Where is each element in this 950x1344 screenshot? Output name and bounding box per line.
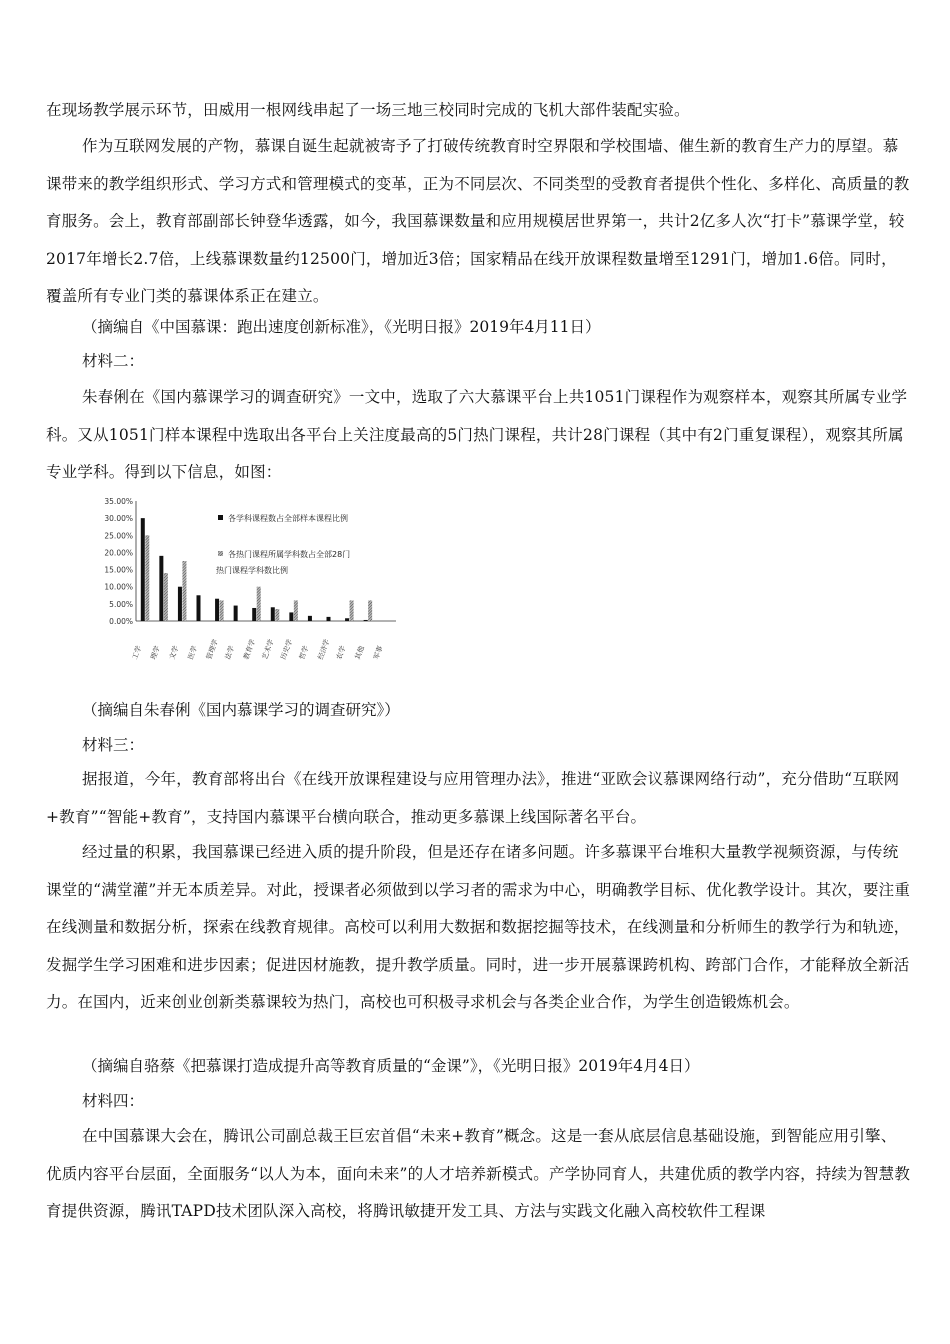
source-citation-1: （摘编自《中国慕课：跑出速度创新标准》，《光明日报》2019年4月11日）	[82, 318, 601, 336]
material-four-label: 材料四：	[82, 1092, 145, 1110]
y-tick-label: 25.00%	[104, 531, 133, 541]
bar-all-courses	[252, 608, 256, 621]
x-tick-label: 历史学	[279, 638, 295, 661]
bar-hot-courses	[350, 600, 354, 621]
bar-all-courses	[178, 587, 182, 621]
bar-all-courses	[215, 599, 219, 621]
y-tick-label: 35.00%	[104, 497, 133, 506]
y-tick-label: 20.00%	[104, 548, 133, 558]
bar-all-courses	[159, 556, 163, 621]
report-paragraph: 据报道，今年，教育部将出台《在线开放课程建设与应用管理办法》，推进“亚欧会议慕课网络行动”，充分借助“互联网+教育”“智能+教育”，支持国内慕课平台横向联合，推动更多慕课上线国际著名平台。	[46, 770, 900, 826]
y-tick-label: 30.00%	[104, 514, 133, 524]
zhu-paragraph: 朱春俐在《国内慕课学习的调查研究》一文中，选取了六大慕课平台上共1051门课程作为观察样本，观察其所属专业学科。又从1051门样本课程中选取出各平台上关注度最高的5门热门课程，共计28门课程（其中有2门重复课程），观察其所属专业学科。得到以下信息，如图：	[46, 388, 908, 481]
bar-all-courses	[308, 616, 312, 621]
x-tick-label: 工学	[130, 644, 144, 661]
bar-hot-courses	[257, 587, 261, 621]
x-tick-label: 管理学	[205, 638, 220, 661]
legend-label-hot-courses-line2: 热门课程学科数比例	[216, 566, 288, 575]
y-tick-label: 0.00%	[109, 617, 133, 626]
y-tick-label: 15.00%	[104, 565, 133, 575]
legend-label-all-courses: 各学科课程数占全部样本课程比例	[228, 514, 348, 523]
bar-all-courses	[234, 606, 238, 621]
x-tick-label: 医学	[186, 644, 199, 661]
x-tick-label: 军事	[372, 644, 385, 661]
bar-hot-courses	[182, 561, 186, 621]
subject-ratio-bar-chart	[96, 493, 416, 678]
x-tick-label: 农学	[335, 644, 348, 661]
x-tick-label: 其他	[353, 644, 367, 661]
x-tick-label: 法学	[223, 644, 237, 661]
bar-hot-courses	[368, 600, 372, 621]
y-tick-label: 5.00%	[109, 599, 133, 609]
bar-all-courses	[364, 620, 368, 621]
bar-hot-courses	[294, 600, 298, 621]
x-tick-label: 经济学	[316, 638, 332, 661]
bar-all-courses	[271, 607, 275, 621]
bar-all-courses	[141, 518, 145, 621]
bar-hot-courses	[164, 573, 168, 621]
legend-swatch-hot-courses	[218, 551, 223, 556]
x-tick-label: 教育学	[242, 638, 257, 661]
bar-hot-courses	[220, 600, 224, 621]
bar-hot-courses	[275, 609, 279, 621]
mooc-paragraph: 作为互联网发展的产物，慕课自诞生起就被寄予了打破传统教育时空界限和学校围墙、催生新的教育生产力的厚望。慕课带来的教学组织形式、学习方式和管理模式的变革，正为不同层次、不同类型的受教育者提供个性化、多样化、高质量的教育服务。会上，教育部副部长钟登华透露，如今，我国慕课数量和应用规模居世界第一，共计2亿多人次“打卡”慕课学堂，较2017年增长2.7倍，上线慕课数量约12500门，增加近3倍；国家精品在线开放课程数量增至1291门，增加1.6倍。同时，覆盖所有专业门类的慕课体系正在建立。	[46, 137, 910, 305]
material-three-label: 材料三：	[82, 736, 145, 754]
y-tick-label: 10.00%	[104, 582, 133, 592]
x-tick-label: 艺术学	[260, 638, 276, 661]
intro-paragraph: 在现场教学展示环节，田威用一根网线串起了一场三地三校同时完成的飞机大部件装配实验。	[46, 101, 690, 119]
material-two-label: 材料二：	[82, 352, 145, 370]
bar-all-courses	[289, 612, 293, 621]
legend-label-hot-courses-line1: 各热门课程所属学科数占全部28门	[228, 550, 351, 559]
x-tick-label: 哲学	[297, 644, 311, 661]
bar-hot-courses	[145, 535, 149, 621]
source-citation-2: （摘编自朱春俐《国内慕课学习的调查研究》）	[82, 701, 400, 719]
quality-paragraph: 经过量的积累，我国慕课已经进入质的提升阶段，但是还存在诸多问题。许多慕课平台堆积大量教学视频资源，与传统课堂的“满堂灌”并无本质差异。对此，授课者必须做到以学习者的需求为中心，明确教学目标、优化教学设计。其次，要注重在线测量和数据分析，探索在线教育规律。高校可以利用大数据和数据挖掘等技术，在线测量和分析师生的教学行为和轨迹，发掘学生学习困难和进步因素；促进因材施教，提升教学质量。同时，进一步开展慕课跨机构、跨部门合作，才能释放全新活力。在国内，近来创业创新类慕课较为热门，高校也可积极寻求机会与各类企业合作，为学生创造锻炼机会。	[46, 843, 911, 1011]
bar-all-courses	[345, 618, 349, 621]
bar-all-courses	[197, 595, 201, 621]
x-tick-label: 理学	[149, 644, 162, 661]
bar-all-courses	[327, 617, 331, 621]
legend-swatch-all-courses	[218, 515, 223, 520]
tencent-paragraph: 在中国慕课大会在，腾讯公司副总裁王巨宏首倡“未来+教育”概念。这是一套从底层信息基础设施，到智能应用引擎、优质内容平台层面，全面服务“以人为本，面向未来”的人才培养新模式。产学协同育人，共建优质的教学内容，持续为智慧教育提供资源，腾讯TAPD技术团队深入高校，将腾讯敏捷开发工具、方法与实践文化融入高校软件工程课	[46, 1127, 911, 1220]
x-tick-label: 文学	[167, 644, 181, 661]
source-citation-3: （摘编自骆蔡《把慕课打造成提升高等教育质量的“金课”》，《光明日报》2019年4月4日）	[82, 1057, 700, 1075]
